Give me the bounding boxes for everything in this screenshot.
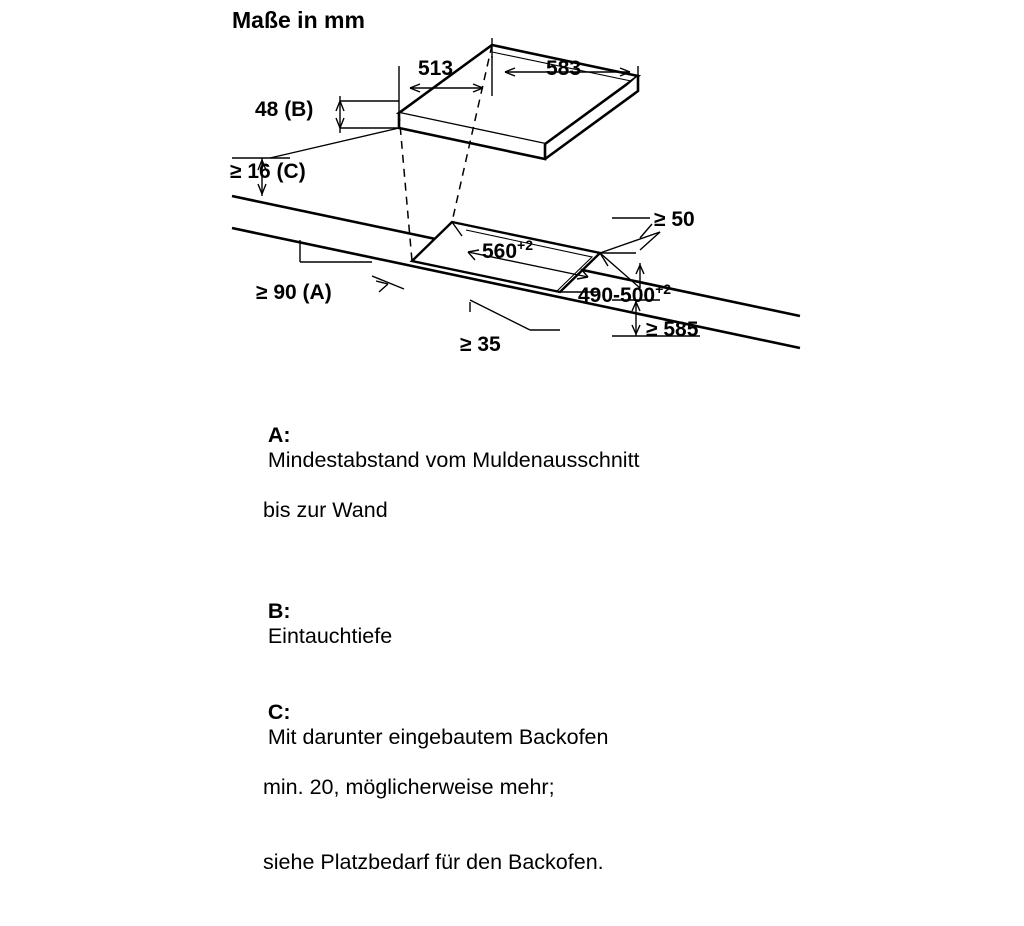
legend-item-c (232, 675, 872, 925)
legend-text-c-cont-1: min. 20, möglicherweise mehr; (263, 775, 555, 799)
legend-text-c-cont-2: siehe Platzbedarf für den Backofen. (263, 850, 604, 874)
dimension-tolerance-490-500: +2 (655, 281, 672, 297)
legend-key-b: B: (267, 599, 291, 623)
dimension-label-16-C: ≥ 16 (C) (230, 160, 306, 183)
legend-key-a: A: (267, 423, 291, 447)
dimension-label-50: ≥ 50 (654, 208, 695, 231)
legend-text-a-cont-1: bis zur Wand (263, 498, 388, 522)
dimension-tolerance-560: +2 (517, 237, 534, 253)
legend-item-b (232, 574, 872, 674)
dimension-value-490-500: 490-500 (578, 284, 656, 307)
dimension-label-490-500 (578, 281, 671, 308)
legend (232, 398, 872, 926)
dimension-label-560 (482, 237, 533, 264)
legend-text-b: Eintauchtiefe (267, 624, 393, 648)
dimension-label-48-B: 48 (B) (255, 98, 314, 121)
dimension-label-585: ≥ 585 (646, 318, 699, 341)
dimension-label-35: ≥ 35 (460, 333, 501, 356)
legend-key-c: C: (267, 700, 291, 724)
dimension-label-90-A: ≥ 90 (A) (256, 281, 332, 304)
dimension-label-583: 583 (546, 57, 582, 80)
dimension-label-513: 513 (418, 57, 454, 80)
legend-text-a: Mindestabstand vom Muldenausschnitt (267, 448, 640, 472)
dimension-value-560: 560 (482, 240, 518, 263)
legend-text-c: Mit darunter eingebautem Backofen (267, 725, 609, 749)
legend-item-a (232, 398, 872, 573)
page-title: Maße in mm (232, 7, 365, 33)
